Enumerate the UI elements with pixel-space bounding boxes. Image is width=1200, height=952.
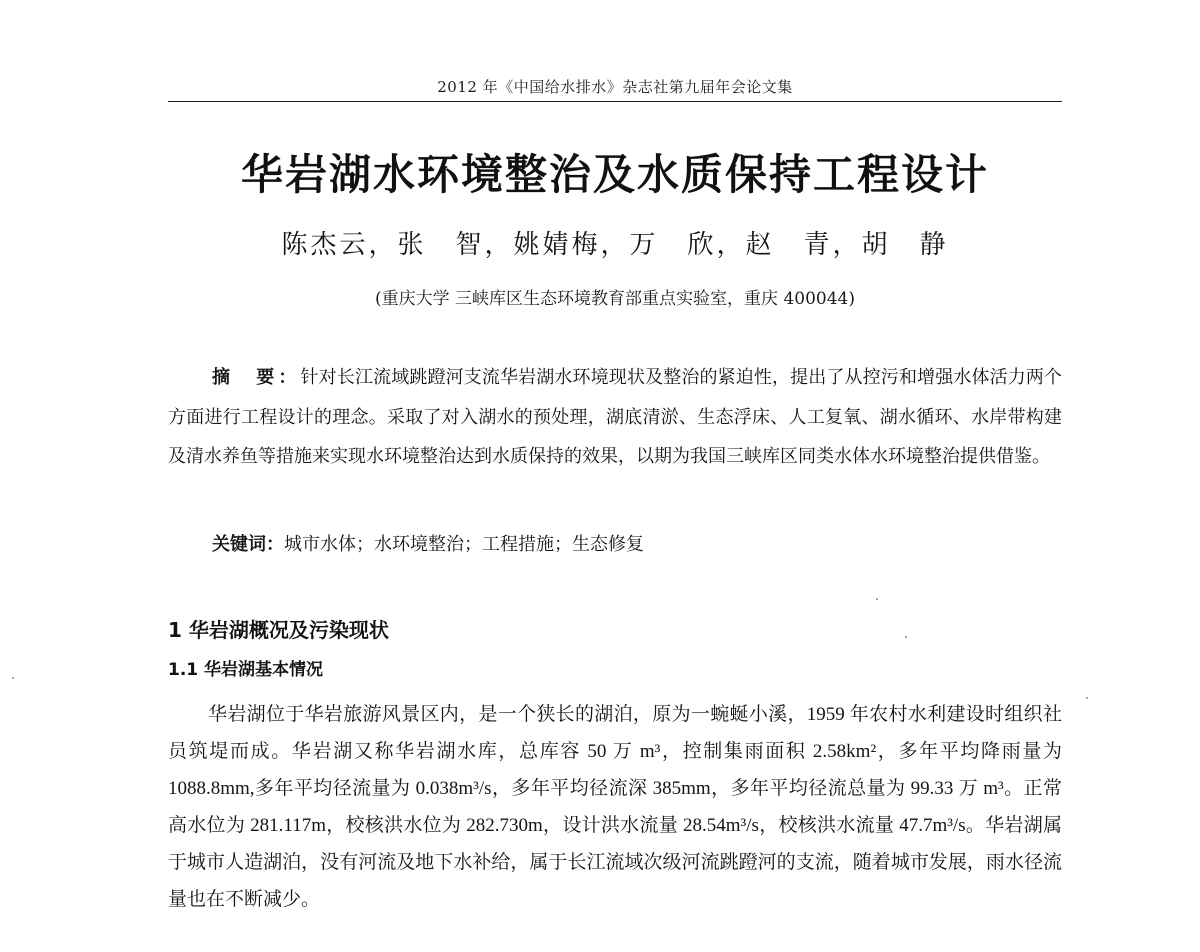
subsection-heading: 1.1 华岩湖基本情况 xyxy=(168,660,324,680)
scan-speck xyxy=(12,677,14,679)
scan-speck xyxy=(876,598,878,600)
keywords xyxy=(212,530,1062,560)
scan-speck xyxy=(1086,697,1088,699)
abstract-label: 摘 要： xyxy=(212,367,301,388)
affiliation: (重庆大学 三峡库区生态环境教育部重点实验室，重庆 400044) xyxy=(375,289,855,309)
scan-speck xyxy=(905,636,907,638)
section-heading: 1 华岩湖概况及污染现状 xyxy=(168,618,389,642)
paper-title: 华岩湖水环境整治及水质保持工程设计 xyxy=(240,150,989,199)
body-paragraph: 华岩湖位于华岩旅游风景区内，是一个狭长的湖泊，原为一蜿蜒小溪，1959 年农村水利建设时组织社员筑堤而成。华岩湖又称华岩湖水库，总库容 50 万 m³，控制集雨面积 2.58km²，多年平均降雨量为 1088.8mm,多年平均径流量为 0.038m³/s，多年平均径流深 385mm，多年平均径流总量为 99.33 万 m³。正常高水位为 281.117m，校核洪水位为 282.730m，设计洪水流量 28.54m³/s，校核洪水流量 47.7m³/s。华岩湖属于城市人造湖泊，没有河流及地下水补给，属于长江流域次级河流跳蹬河的支流，随着城市发展，雨水径流量也在不断减少。 xyxy=(168,704,1062,910)
abstract-text: 针对长江流域跳蹬河支流华岩湖水环境现状及整治的紧迫性，提出了从控污和增强水体活力两个方面进行工程设计的理念。采取了对入湖水的预处理，湖底清淤、生态浮床、人工复氧、湖水循环、水岸带构建及清水养鱼等措施来实现水环境整治达到水质保持的效果，以期为我国三峡库区同类水体水环境整治提供借鉴。 xyxy=(168,367,1063,467)
running-header: 2012 年《中国给水排水》杂志社第九届年会论文集 xyxy=(437,78,793,96)
author-list: 陈杰云，张 智，姚婧梅，万 欣，赵 青，胡 静 xyxy=(281,230,949,260)
header-rule xyxy=(168,101,1062,102)
keywords-label: 关键词： xyxy=(212,534,284,555)
abstract xyxy=(168,358,1062,477)
keywords-text: 城市水体；水环境整治；工程措施；生态修复 xyxy=(284,534,644,555)
